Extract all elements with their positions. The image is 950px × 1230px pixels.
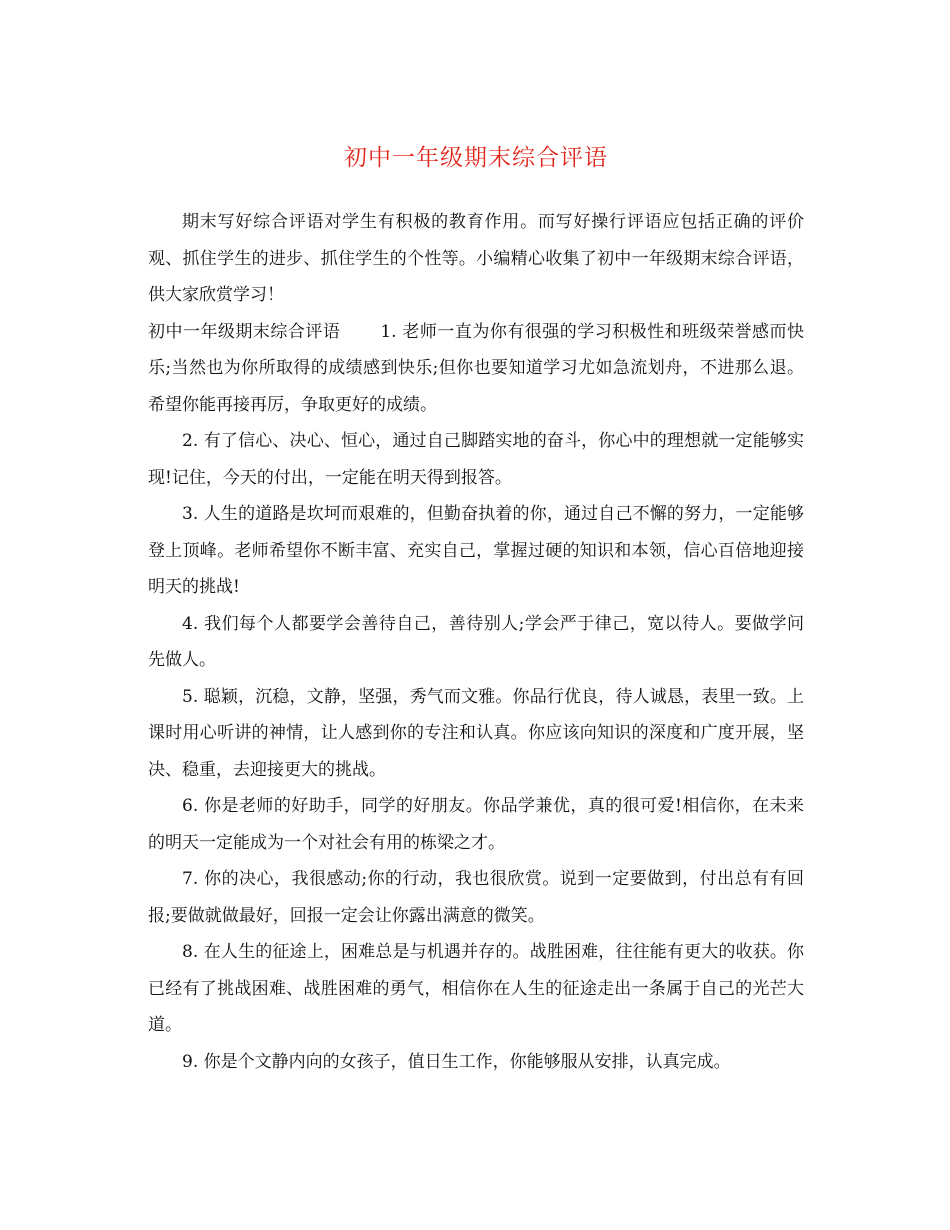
comment-item-1: 1. 老师一直为你有很强的学习积极性和班级荣誉感而快乐;当然也为你所取得的成绩感到快乐;但你也要知道学习尤如急流划舟，不进那么退。希望你能再接再厉，争取更好的成绩。 — [148, 321, 805, 415]
comment-item-7: 7. 你的决心，我很感动;你的行动，我也很欣赏。说到一定要做到，付出总有有回报;要做就做最好，回报一定会让你露出满意的微笑。 — [148, 869, 804, 926]
section-heading: 初中一年级期末综合评语 — [148, 321, 341, 342]
comment-item-2: 2. 有了信心、决心、恒心，通过自己脚踏实地的奋斗，你心中的理想就一定能够实现!记住，今天的付出，一定能在明天得到报答。 — [148, 431, 804, 488]
comment-item-4: 4. 我们每个人都要学会善待自己，善待别人;学会严于律己，宽以待人。要做学问先做人。 — [148, 613, 804, 670]
intro-paragraph: 期末写好综合评语对学生有积极的教育作用。而写好操行评语应包括正确的评价观、抓住学生的进步、抓住学生的个性等。小编精心收集了初中一年级期末综合评语，供大家欣赏学习！ — [148, 212, 804, 305]
comment-item-9: 9. 你是个文静内向的女孩子，值日生工作，你能够服从安排，认真完成。 — [182, 1051, 731, 1072]
comment-item-5: 5. 聪颖，沉稳，文静，坚强，秀气而文雅。你品行优良，待人诚恳，表里一致。上课时用心听讲的神情，让人感到你的专注和认真。你应该向知识的深度和广度开展，坚决、稳重，去迎接更大的挑战。 — [148, 686, 804, 780]
comment-item-6: 6. 你是老师的好助手，同学的好朋友。你品学兼优，真的很可爱!相信你，在未来的明天一定能成为一个对社会有用的栋梁之才。 — [148, 796, 804, 853]
document-body — [148, 204, 804, 1080]
section-first-paragraph — [148, 314, 804, 424]
document-title: 初中一年级期末综合评语 — [344, 145, 608, 171]
comment-item-3: 3. 人生的道路是坎坷而艰难的，但勤奋执着的你，通过自己不懈的努力，一定能够登上顶峰。老师希望你不断丰富、充实自己，掌握过硬的知识和本领，信心百倍地迎接明天的挑战! — [148, 504, 804, 597]
document-page — [148, 0, 804, 1080]
comment-item-8: 8. 在人生的征途上，困难总是与机遇并存的。战胜困难，往往能有更大的收获。你已经有了挑战困难、战胜困难的勇气，相信你在人生的征途走出一条属于自己的光芒大道。 — [148, 942, 804, 1035]
